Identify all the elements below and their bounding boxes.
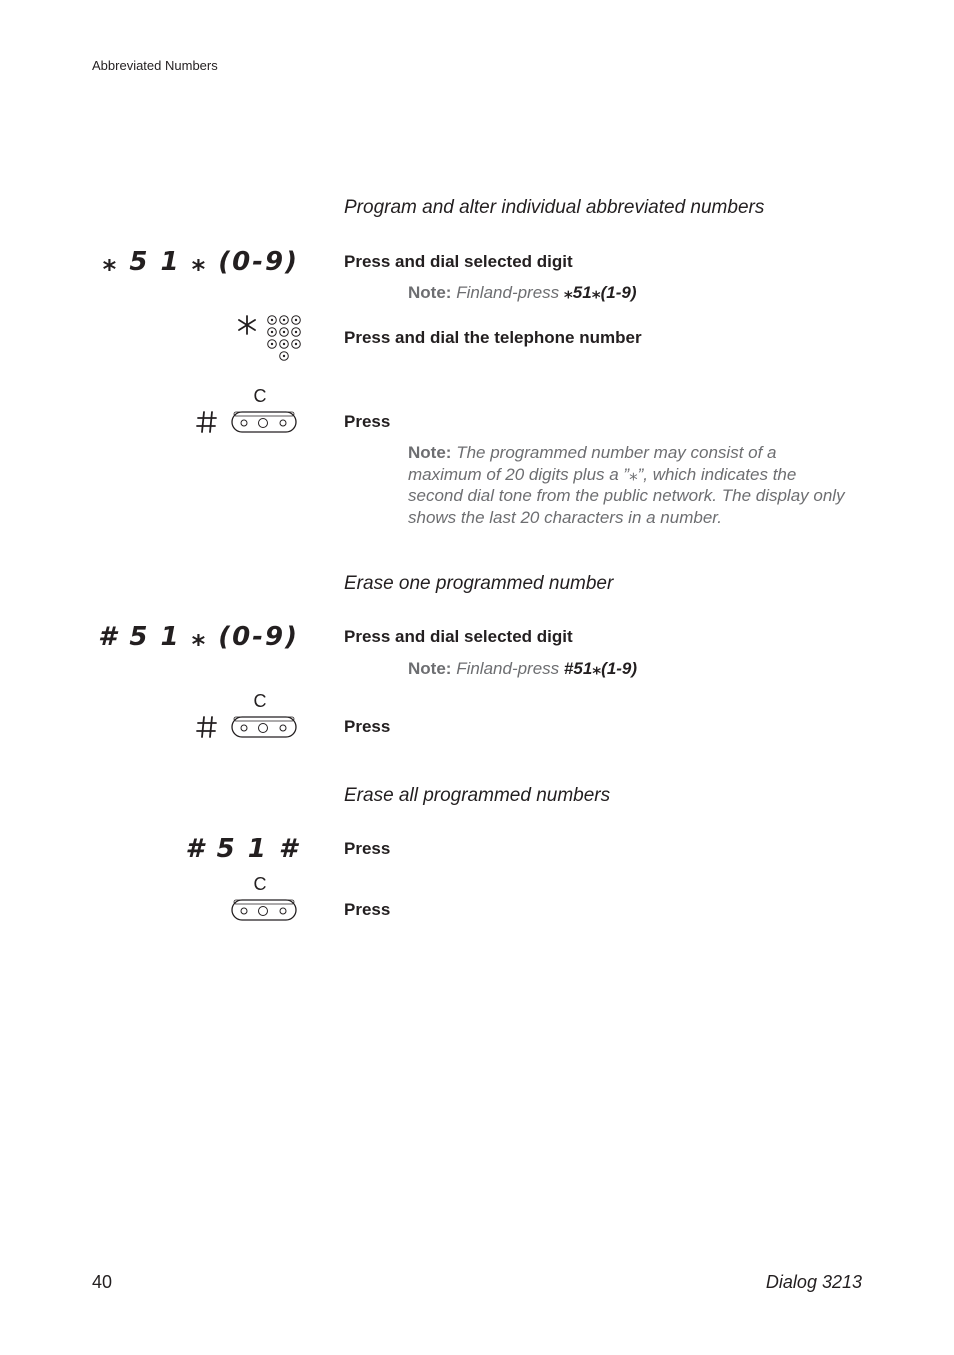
note-program-finland bbox=[408, 282, 848, 304]
instruction-erase-one-press: Press bbox=[344, 717, 391, 736]
note-text: The programmed number may consist of a maximum of 20 digits plus a ”⁎”, which indicates the second dial tone from the public network. The display only shows the last 20 characters in a number. bbox=[408, 443, 845, 527]
svg-text:C: C bbox=[253, 691, 267, 711]
clear-key-icon bbox=[230, 874, 300, 924]
note-erase-one-finland bbox=[408, 658, 848, 680]
instruction-erase-all-press: Press bbox=[344, 839, 391, 858]
page-number: 40 bbox=[92, 1272, 113, 1292]
note-program-max-digits bbox=[408, 442, 848, 528]
clear-key-icon bbox=[230, 386, 300, 436]
svg-text:C: C bbox=[253, 874, 267, 894]
hash-key-icon bbox=[196, 410, 218, 434]
note-code: ⁎51⁎(1-9) bbox=[563, 283, 637, 302]
note-label: Note: bbox=[408, 443, 452, 462]
note-label: Note: bbox=[408, 659, 452, 678]
instruction-erase-all-clear: Press bbox=[344, 900, 391, 919]
key-sequence-erase-all: # 5 1 # bbox=[185, 834, 299, 864]
key-sequence-program: ⁎ 5 1 ⁎ (0-9) bbox=[102, 247, 299, 277]
instruction-erase-one-dial-digit: Press and dial selected digit bbox=[344, 627, 573, 646]
clear-key-icon bbox=[230, 691, 300, 741]
section-heading-erase-all: Erase all programmed numbers bbox=[344, 785, 611, 806]
hash-key-icon bbox=[196, 715, 218, 739]
note-code: #51⁎(1-9) bbox=[563, 659, 638, 678]
running-header: Abbreviated Numbers bbox=[92, 58, 218, 73]
instruction-program-dial-number: Press and dial the telephone number bbox=[344, 328, 642, 347]
svg-text:C: C bbox=[253, 386, 267, 406]
section-heading-program: Program and alter individual abbreviated numbers bbox=[344, 197, 765, 218]
document-title: Dialog 3213 bbox=[765, 1272, 862, 1292]
note-text: Finland-press bbox=[456, 283, 564, 302]
note-text: Finland-press bbox=[456, 659, 564, 678]
instruction-program-dial-digit: Press and dial selected digit bbox=[344, 252, 573, 271]
key-sequence-erase-one: # 5 1 ⁎ (0-9) bbox=[98, 622, 299, 652]
section-heading-erase-one: Erase one programmed number bbox=[344, 573, 614, 594]
instruction-program-press: Press bbox=[344, 412, 391, 431]
star-key-icon bbox=[236, 314, 258, 336]
note-label: Note: bbox=[408, 283, 452, 302]
keypad-icon bbox=[265, 313, 303, 363]
